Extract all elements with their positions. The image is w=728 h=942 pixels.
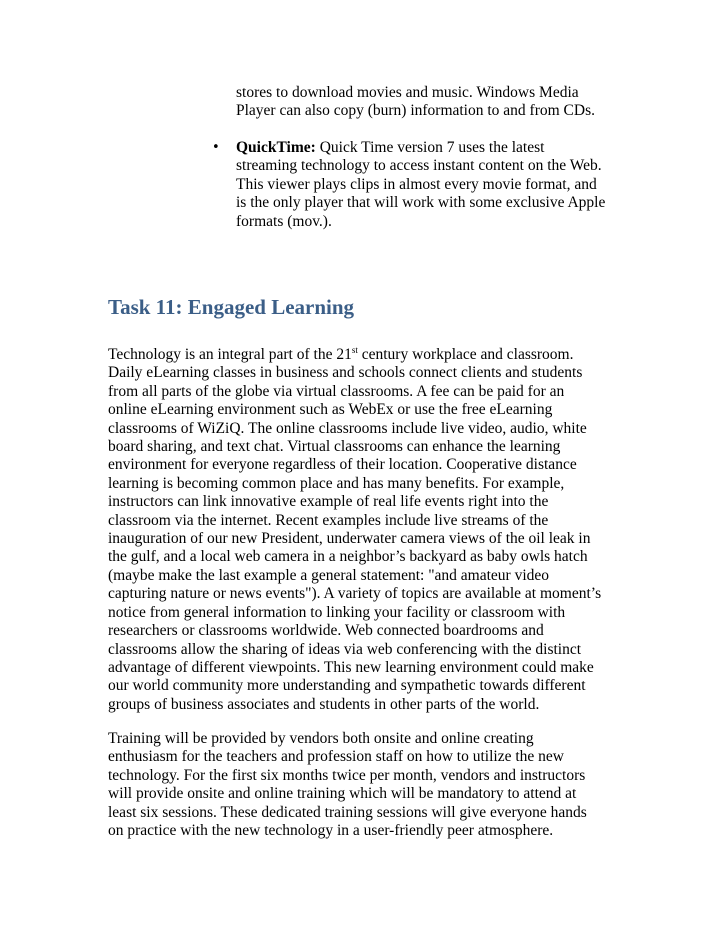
text-line: advantage of different viewpoints. This new learning environment could make	[108, 658, 594, 676]
text-line: technology. For the first six months twice per month, vendors and instructors	[108, 766, 586, 784]
text-line: classrooms of WiZiQ. The online classrooms include live video, audio, white	[108, 419, 587, 437]
text-line: will provide onsite and online training which will be mandatory to attend at	[108, 785, 577, 803]
text-line	[236, 139, 636, 157]
bullet-term: QuickTime:	[236, 139, 316, 156]
text-line: (maybe make the last example a general statement: "and amateur video	[108, 566, 550, 584]
text-line: least six sessions. These dedicated training sessions will give everyone hands	[108, 803, 587, 821]
text-line: capturing nature or news events"). A variety of topics are available at moment’s	[108, 585, 602, 603]
text-line: classroom via the internet. Recent examples include live streams of the	[108, 511, 549, 529]
text-line: is the only player that will work with some exclusive Apple	[236, 194, 606, 212]
bullet-icon: •	[212, 140, 220, 155]
bullet-body	[236, 139, 636, 231]
text-line: inauguration of our new President, underwater camera views of the oil leak in	[108, 530, 591, 548]
text-line: notice from general information to linking your facility or classroom with	[108, 603, 566, 621]
text-line: streaming technology to access instant content on the Web.	[236, 157, 602, 175]
section-heading: Task 11: Engaged Learning	[108, 295, 355, 319]
text-segment: Technology is an integral part of the 21	[108, 346, 352, 363]
paragraph-training	[108, 730, 628, 840]
text-line: instructors can link innovative example of real life events right into the	[108, 493, 549, 511]
text-line: researchers or classrooms worldwide. Web connected boardrooms and	[108, 622, 544, 640]
bullet-text-segment: Quick Time version 7 uses the latest	[315, 139, 545, 156]
text-line: stores to download movies and music. Windows Media	[236, 84, 579, 101]
superscript: st	[351, 345, 358, 355]
text-line: the gulf, and a local web camera in a neighbor’s backyard as baby owls hatch	[108, 548, 588, 566]
text-line: board sharing, and text chat. Virtual classrooms can enhance the learning	[108, 438, 561, 456]
text-line: learning is becoming common place and has many benefits. For example,	[108, 474, 565, 492]
text-line: classrooms allow the sharing of ideas via web conferencing with the distinct	[108, 640, 582, 658]
text-line: from all parts of the globe via virtual classrooms. A fee can be paid for an	[108, 382, 565, 400]
text-line: groups of business associates and students in other parts of the world.	[108, 695, 540, 713]
text-line: Daily eLearning classes in business and schools connect clients and students	[108, 364, 583, 382]
text-line: This viewer plays clips in almost every movie format, and	[236, 175, 597, 193]
text-segment: century workplace and classroom.	[357, 346, 574, 363]
text-line: environment for everyone regardless of their location. Cooperative distance	[108, 456, 577, 474]
continued-bullet-text	[236, 84, 636, 121]
bullet-item-quicktime	[212, 139, 636, 231]
text-line: enthusiasm for the teachers and profession staff on how to utilize the new	[108, 748, 564, 766]
text-line: formats (mov.).	[236, 212, 332, 230]
paragraph-engaged-learning	[108, 346, 628, 714]
text-line: online eLearning environment such as WebEx or use the free eLearning	[108, 401, 553, 419]
text-line: our world community more understanding and sympathetic towards different	[108, 677, 586, 695]
text-line: Training will be provided by vendors both onsite and online creating	[108, 730, 534, 747]
text-line	[108, 346, 628, 364]
text-line: on practice with the new technology in a user-friendly peer atmosphere.	[108, 822, 554, 840]
text-line: Player can also copy (burn) information to and from CDs.	[236, 102, 595, 120]
